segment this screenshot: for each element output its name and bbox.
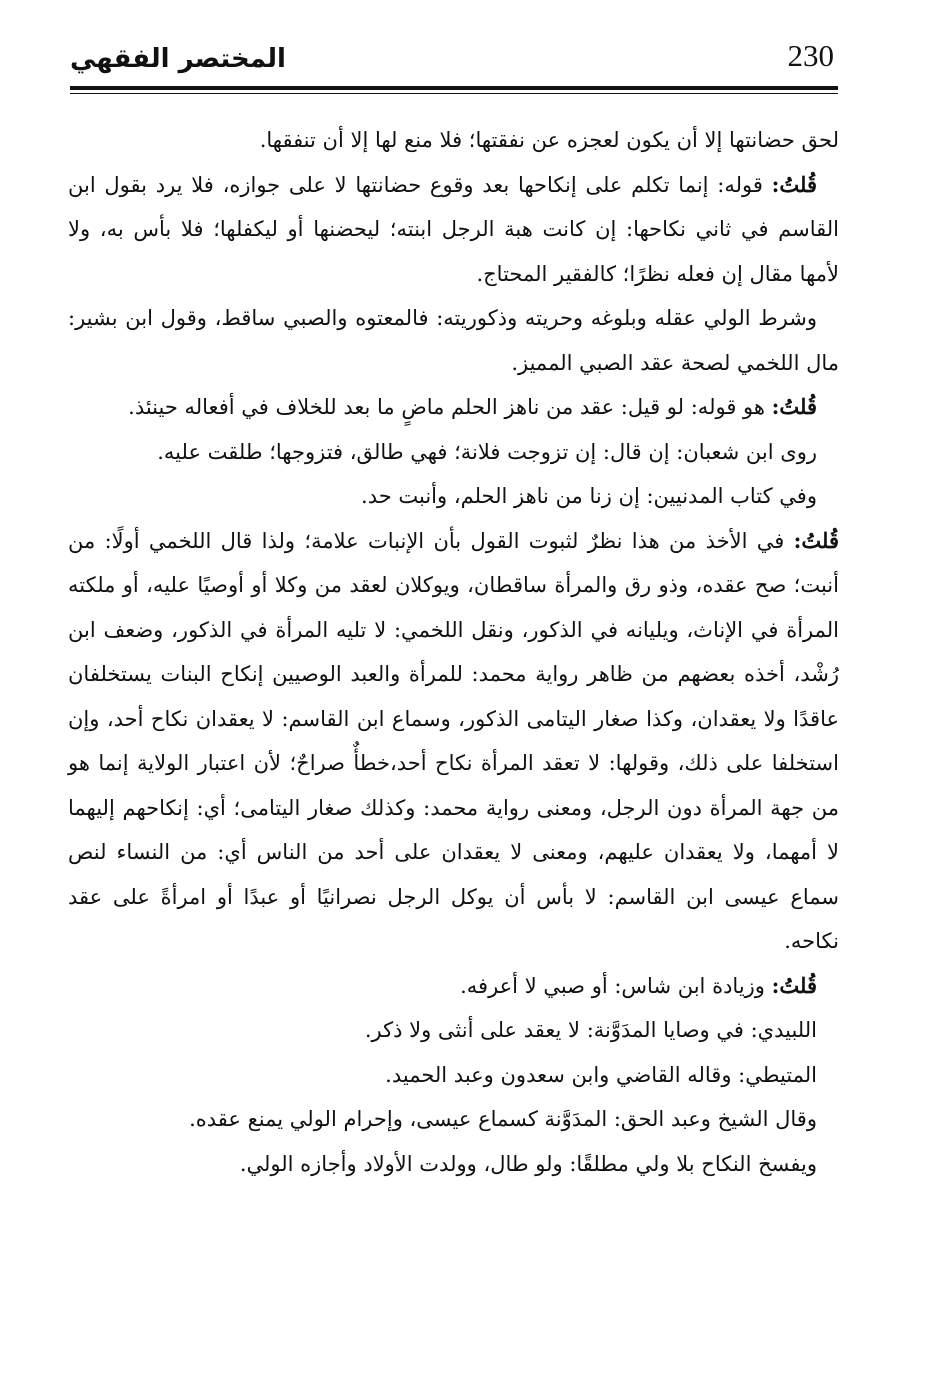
paragraph-text: وشرط الولي عقله وبلوغه وحريته وذكوريته: فالمعتوه والصبي ساقط، وقول ابن بشير: مال اللخمي لصحة عقد الصبي المميز. (68, 306, 839, 375)
book-title: المختصر الفقهي (70, 44, 286, 74)
paragraph (68, 430, 839, 475)
paragraph-text: وفي كتاب المدنيين: إن زنا من ناهز الحلم، وأنبت حد. (361, 484, 817, 508)
paragraph (68, 1053, 839, 1098)
paragraph-text: روى ابن شعبان: إن قال: إن تزوجت فلانة؛ فهي طالق، فتزوجها؛ طلقت عليه. (157, 439, 817, 464)
page-body (68, 118, 839, 1186)
paragraph-text: هو قوله: لو قيل: عقد من ناهز الحلم ماضٍ ما بعد للخلاف في أفعاله حينئذ. (128, 395, 772, 419)
paragraph-text: المتيطي: وقاله القاضي وابن سعدون وعبد الحميد. (385, 1062, 817, 1087)
qultu-label: قُلتُ: (771, 972, 817, 998)
paragraph (68, 1142, 839, 1187)
qultu-label: قُلتُ: (793, 527, 839, 553)
header-rule-thin (70, 93, 838, 94)
paragraph (68, 474, 839, 519)
paragraph-text: قوله: إنما تكلم على إنكاحها بعد وقوع حضانتها لا على جوازه، فلا يرد بقول ابن القاسم في ثاني نكاحها: إن كانت هبة الرجل ابنته؛ ليحضنها أو ليكفلها؛ فلا بأس به، ولا لأمها مقال إن فعله نظرًا؛ كالفقير المحتاج. (68, 172, 839, 286)
paragraph (68, 163, 839, 297)
paragraph (68, 519, 839, 964)
page-number: 230 (787, 38, 834, 73)
paragraph-text: وقال الشيخ وعبد الحق: المدَوَّنة كسماع عيسى، وإحرام الولي يمنع عقده. (189, 1107, 817, 1131)
paragraph-text: اللبيدي: في وصايا المدَوَّنة: لا يعقد على أنثى ولا ذكر. (364, 1018, 817, 1042)
qultu-label: قُلتُ: (771, 394, 817, 419)
header-rule-thick (70, 86, 838, 90)
paragraph (68, 385, 839, 430)
paragraph-text: ويفسخ النكاح بلا ولي مطلقًا: ولو طال، وولدت الأولاد وأجازه الولي. (239, 1151, 817, 1176)
paragraph-text: لحق حضانتها إلا أن يكون لعجزه عن نفقتها؛ فلا منع لها إلا أن تنفقها. (259, 128, 839, 152)
paragraph (68, 296, 839, 385)
paragraph (68, 964, 839, 1009)
paragraph (68, 1008, 839, 1053)
paragraph-text: في الأخذ من هذا نظرٌ لثبوت القول بأن الإنبات علامة؛ ولذا قال اللخمي أولًا: من أنبت؛ صح عقده، وذو رق والمرأة ساقطان، ويوكلان لعقد من وكلا أو أوصيًا عليه، أو ملكته المرأة في الإناث، ويليانه في الذكور، ونقل اللخمي: لا تليه المرأة في الذكور، وضعف ابن رُشْد، أخذه بعضهم من ظاهر رواية محمد: للمرأة والعبد الوصيين إنكاح البنات يستخلفان عاقدًا ولا يعقدان، وكذا صغار اليتامى الذكور، وسماع ابن القاسم: لا يعقدان نكاح أحد، وإن استخلفا على ذلك، وقولها: لا تعقد المرأة نكاح أحد،خطأٌ صراحٌ؛ لأن اعتبار الولاية إنما هو من جهة المرأة دون الرجل، ومعنى رواية محمد: وكذلك صغار اليتامى؛ أي: إنكاحهم إليهما لا أمهما، ولا يعقدان عليهم، ومعنى لا يعقدان على أحد من الناس أي: من النساء لنص سماع عيسى ابن القاسم: لا بأس أن يوكل الرجل نصرانيًا أو عبدًا أو امرأةً على عقد نكاحه. (68, 528, 839, 953)
paragraph (68, 118, 839, 163)
paragraph (68, 1097, 839, 1142)
paragraph-text: وزيادة ابن شاس: أو صبي لا أعرفه. (460, 973, 772, 998)
qultu-label: قُلتُ: (771, 171, 817, 197)
